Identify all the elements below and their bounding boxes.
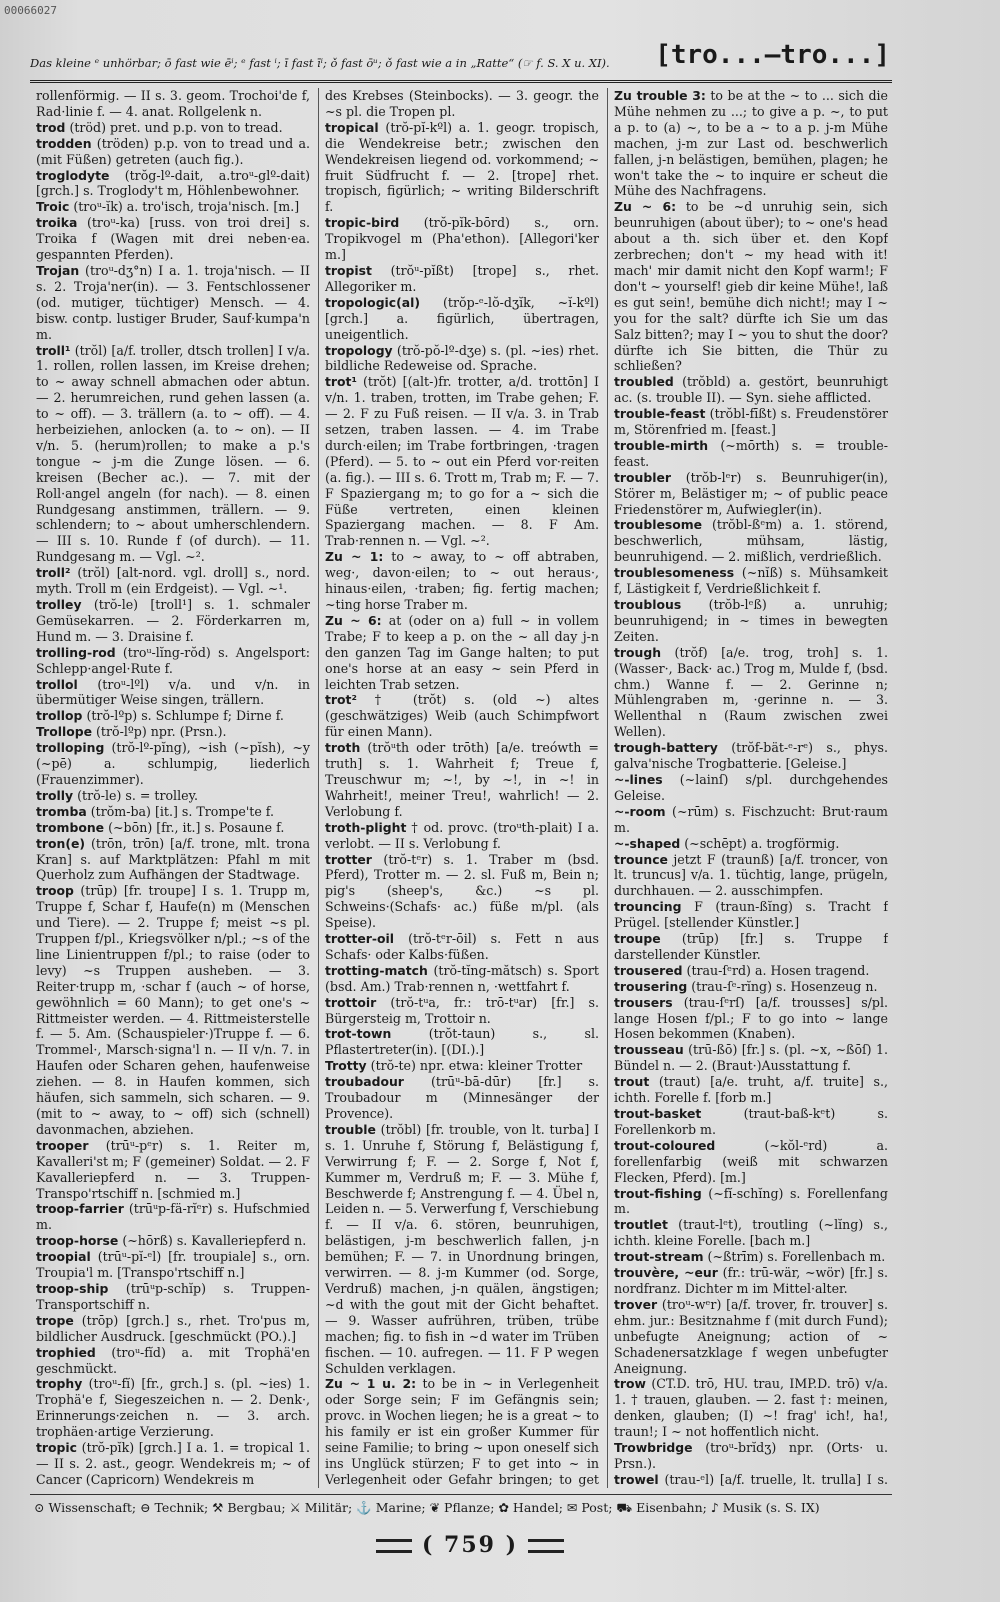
entry-text: (trau-ſᵉrd) a. Hosen tragend. (686, 962, 870, 978)
dictionary-entry (36, 1345, 310, 1377)
dictionary-entry (36, 708, 310, 724)
entry-text: (trū-ßō) [fr.] s. (pl. ~x, ~ßōſ) 1. Bündel n. — 2. (Braut·)Ausstattung f. (614, 1042, 888, 1074)
entry-text: (trŏ-lºp) npr. (Prsn.). (96, 724, 227, 740)
dictionary-entry (325, 852, 599, 932)
entry-headword: ~-shaped (614, 835, 681, 851)
dictionary-entry (325, 692, 599, 740)
dictionary-entry (36, 343, 310, 566)
entry-text: (trŏ-tᵉr-ōil) s. Fett n aus Schafs· oder Kalbs·füßen. (325, 931, 599, 962)
entry-headword: troublesome (614, 517, 703, 533)
entry-text: (troᵘ-dʒ°n) I a. 1. troja'nisch. — II s. 2. Troja'ner(in). — 3. Fentschlossener (od. mutiger, tüchtiger) Mensch. — 4. bisw. contp. lustiger Bruder, Sauf·kumpa'n m. (36, 262, 310, 342)
entry-headword: trover (614, 1296, 658, 1312)
entry-text: (trŏm-ba) [it.] s. Trompe'te f. (90, 803, 275, 819)
dictionary-entry (614, 1297, 888, 1377)
entry-headword: trottoir (325, 994, 377, 1010)
dictionary-entry (36, 804, 310, 820)
dictionary-entry (325, 295, 599, 343)
dictionary-entry (325, 995, 599, 1027)
entry-headword: trout-fishing (614, 1185, 702, 1201)
entry-headword: Zu trouble 3: (614, 88, 706, 103)
entry-headword: trolly (36, 787, 74, 803)
entry-headword: Troic (36, 199, 70, 215)
dictionary-entry (325, 931, 599, 963)
entry-text: (trŏbl) [fr. trouble, von lt. turba] I s. 1. Unruhe f, Störung f, Belästigung f, Verwirrung f; F. — 2. Sorge f, Not f, Kummer m, Verdruß m; F. — 3. Mühe f, Beschwerde f; Anstrengung f. — 4. Übel n, Leiden n. — 5. Verwerfung f, Verschiebung f. — II v/a. 6. stören, beunruhigen, belästigen, j-m beschwerlich fallen, j-n bemühen; F. — 7. in Unordnung bringen, verwirren. — 8. j-m Kummer (od. Sorge, Verdruß) machen, j-n quälen, ängstigen; ~d with the gout mit der Gicht behaftet. — 9. Wasser aufrühren, trüben, trübe machen; fig. to fish in ~d water im Trüben fischen. — 10. aufregen. — 11. F P wegen Schulden verklagen. (325, 1121, 599, 1376)
entry-headword: troubadour (325, 1074, 404, 1090)
entry-text: (trŏp-ᵉ-lŏ-dʒĭk, ~ĭ-kºl) [grch.] a. figürlich, übertragen, uneigentlich. (325, 294, 599, 342)
entry-headword: troutlet (614, 1217, 668, 1233)
entry-text: des Krebses (Steinbocks). — 3. geogr. the ~s pl. die Tropen pl. (325, 88, 599, 119)
dictionary-entry (325, 88, 599, 120)
dictionary-entry (36, 1281, 310, 1313)
entry-headword: troglodyte (36, 167, 110, 183)
entry-headword: tropical (325, 119, 379, 135)
entry-headword: trotter-oil (325, 931, 395, 947)
entry-headword: trouble-mirth (614, 437, 709, 453)
dictionary-entry (325, 549, 599, 613)
entry-text: to be at the ~ to ... sich die Mühe nehmen zu ...; to give a p. ~, to put a p. to (a) ~, to be a ~ to a p. j-m Mühe machen, j-m zur Last od. beschwerlich fallen, j-n belästigen, bemühen, plagen; he won't take the ~ to inquire er scheut die Mühe des Nachfragens. (614, 88, 888, 199)
entry-text: (trŏf) [a/e. trog, troh] s. 1. (Wasser·, Back· ac.) Trog m, Mulde f, (bsd. chm.) Wanne f. — 2. Gerinne n; Mühlengraben m, ·gerinne n. — 3. Wellenthal n (Raum zwischen zwei Wellen). (614, 644, 888, 740)
entry-headword: Trowbridge (614, 1440, 693, 1456)
dictionary-entry (36, 740, 310, 788)
decorative-bars (376, 1539, 412, 1553)
dictionary-entry (325, 343, 599, 375)
entry-headword: trowel (614, 1471, 659, 1487)
entry-text: (trūᵘp-schĭp) s. Truppen-Transportschiff n. (36, 1280, 310, 1312)
entry-text: (~bōn) [fr., it.] s. Posaune f. (108, 819, 285, 835)
entry-text: (trūᵘ-pĭ-ᵉl) [fr. troupiale] s., orn. Troupia'l m. [Transpo'rtschiff n.] (36, 1249, 310, 1281)
entry-headword: trow (614, 1376, 646, 1392)
entry-text: (trŏ-tᵘa, fr.: trō-tᵘar) [fr.] s. Bürgersteig m, Trottoir n. (325, 994, 599, 1026)
entry-headword: ~-room (614, 803, 666, 819)
dictionary-entry (614, 836, 888, 852)
decorative-bars (528, 1539, 564, 1553)
entry-headword: Trotty (325, 1058, 367, 1074)
dictionary-entry (325, 374, 599, 549)
entry-headword: trout-basket (614, 1106, 702, 1121)
dictionary-entry (36, 883, 310, 1138)
entry-text: (trūᵘ-bā-dūr) [fr.] s. Troubadour m (Minnesänger der Provence). (325, 1074, 599, 1121)
entry-text: F (traun-ßĭng) s. Tracht f Prügel. [stellender Künstler.] (614, 899, 888, 931)
entry-text: (trŏg-lº-dait, a.troᵘ-glº-dait) [grch.] s. Troglody't m, Höhlenbewohner. (36, 167, 310, 199)
entry-headword: troublesomeness (614, 565, 735, 581)
entry-text: at (oder on a) full ~ in vollem Trabe; F to keep a p. on the ~ all day j-n den ganzen Tag im Gange halten; to put one's horse at an easy ~ sein Pferd in leichten Trab setzen. (325, 612, 599, 692)
dictionary-entry (36, 136, 310, 168)
dictionary-entry (325, 120, 599, 215)
dictionary-entry (614, 406, 888, 438)
entry-headword: Zu ~ 1: (325, 549, 384, 565)
entry-headword: trotting-match (325, 962, 428, 978)
entry-headword: troll¹ (36, 342, 71, 358)
dictionary-entry (614, 931, 888, 963)
entry-text: (troᵘ-lĭng-rŏd) s. Angelsport: Schlepp·angel·Rute f. (36, 644, 310, 676)
entry-headword: Zu ~ 6: (325, 612, 382, 628)
entry-headword: trousered (614, 962, 683, 978)
dictionary-entry (614, 1376, 888, 1440)
dictionary-entry (614, 979, 888, 995)
entry-text: (trūp) [fr.] s. Truppe f darstellender Künstler. (614, 931, 888, 962)
entry-headword: trouncing (614, 899, 682, 915)
dictionary-entry (36, 1233, 310, 1249)
dictionary-entry (36, 677, 310, 709)
entry-headword: troth-plight (325, 819, 407, 835)
dictionary-entry (614, 1265, 888, 1297)
entry-headword: Zu ~ 6: (614, 199, 677, 215)
entry-text: (trŏ-lº-pĭng), ~ish (~pĭsh), ~y (~pē) a. schlumpig, liederlich (Frauenzimmer). (36, 740, 310, 787)
dictionary-entry (325, 1026, 599, 1058)
dictionary-entry (36, 168, 310, 200)
entry-text: (trŏt-taun) s., sl. Pflastertreter(in). [(DI.).] (325, 1026, 599, 1058)
entry-text: (trŏbl-fīßt) s. Freudenstörer m, Störenfried m. [feast.] (614, 406, 888, 438)
entry-headword: tromba (36, 803, 87, 819)
entry-headword: trousseau (614, 1042, 684, 1058)
dictionary-entry (36, 88, 310, 120)
dictionary-entry (36, 820, 310, 836)
entry-text: (trŏb-lᵉß) a. unruhig; beunruhigend; in ~ times in bewegten Zeiten. (614, 597, 888, 644)
entry-text: (trŏ-te) npr. etwa: kleiner Trotter (370, 1058, 583, 1074)
entry-headword: troopial (36, 1249, 91, 1265)
entry-headword: trout-coloured (614, 1137, 716, 1153)
entry-text: (traut-baß-kᵉt) s. Forellenkorb m. (614, 1106, 888, 1137)
entry-text: (~mōrth) s. = trouble-feast. (614, 437, 888, 469)
entry-headword: trotter (325, 851, 372, 867)
entry-text: (troᵘ-fĭ) [fr., grch.] s. (pl. ~ies) 1. Trophä'e f, Siegeszeichen n. — 2. Denk·, Erinnerungs·zeichen n. — 3. arch. trophäen·artige Verzierung. (36, 1376, 310, 1440)
entry-headword: trollop (36, 708, 83, 724)
dictionary-entry (614, 740, 888, 772)
entry-headword: tropist (325, 262, 372, 278)
dictionary-entry (36, 724, 310, 740)
entry-headword: troubler (614, 469, 671, 485)
entry-text: (tröd) pret. und p.p. von to tread. (69, 119, 283, 135)
entry-text: (~ßtrīm) s. Forellenbach m. (707, 1249, 886, 1265)
dictionary-entry (614, 374, 888, 406)
dictionary-entry (614, 772, 888, 804)
entry-text: jetzt F (traunß) [a/f. troncer, von lt. truncus] v/a. 1. tüchtig, lange, prügeln, durchhauen. — 2. ausschimpfen. (614, 851, 888, 899)
dictionary-entry (614, 88, 888, 199)
dictionary-entry (614, 1217, 888, 1249)
column-middle (318, 88, 599, 1488)
entry-text: (trūᵘ-pᵉr) s. 1. Reiter m, Kavalleri'st m; F (gemeiner) Soldat. — 2. F Kavalleriepferd n. — 3. Truppen-Transpo'rtschiff n. [schmied m.] (36, 1137, 310, 1201)
entry-text: (CT.D. trō, HU. trau, IMP.D. trō) v/a. 1. † trauen, glauben. — 2. fast †: meinen, denken, glauben; (I) ~! frag' ich!, ha!, traun!; I ~ not hoffentlich nicht. (614, 1376, 888, 1440)
dictionary-entry (614, 1042, 888, 1074)
entry-text: (~lainſ) s/pl. durchgehendes Geleise. (614, 771, 888, 803)
dictionary-entry (614, 1138, 888, 1186)
entry-text: (trŏl) [a/f. troller, dtsch trollen] I v/a. 1. rollen, rollen lassen, im Kreise drehen; to ~ away schnell abmachen oder abtun. — 2. herumreichen, rund gehen lassen (a. to ~ off). — 3. trällern (a. to ~ off). — 4. herbeiziehen, anlocken (a. to ~ on). — II v/n. 5. (herum)rollen; to make a p.'s tongue ~ j-m die Zunge lösen. — 6. kreisen (Becher ac.). — 7. mit der Roll·angel angeln (for nach). — 8. einen Rundgesang anstimmen, trällern. — 9. schlendern; to ~ about umherschlendern. — III s. 10. Runde f (of durch). — 11. Rundgesang m. — Vgl. ~². (36, 342, 310, 565)
entry-headword: troublous (614, 597, 682, 612)
entry-text: (trŏ-pĭ-kºl) a. 1. geogr. tropisch, die Wendekreise betr.; zwischen den Wendekreisen liegend od. vorkommend; ~ fruit Südfrucht f. — 2. [trope] rhet. tropisch, figürlich; ~ writing Bilderschrift f. (325, 119, 599, 215)
entry-text: (trŏ-tĭng-mătsch) s. Sport (bsd. Am.) Trab·rennen n, ·wettfahrt f. (325, 962, 599, 994)
entry-text: (trŏbld) a. gestört, beunruhigt ac. (s. trouble II). — Syn. siehe afflicted. (614, 374, 888, 406)
entry-text: (trūp) [fr. troupe] I s. 1. Trupp m, Truppe f, Schar f, Haufe(n) m (Menschen und Tiere). — 2. Truppe f; meist ~s pl. Truppen f/pl., Kriegsvölker n/pl.; ~s of the line Linientruppen f/pl.; to raise (oder to levy) ~s Truppen ausheben. — 3. Reiter·trupp m, ·schar f (auch ~ of horse, gewöhnlich = 60 Mann); to get one's ~ Rittmeister werden. — 4. Rittmeisterstelle f. — 5. Am. (Schauspieler·)Truppe f. — 6. Trommel·, Marsch·signa'l n. — II v/n. 7. in Haufen oder Scharen gehen, haufenweise ziehen. — 8. in Haufen kommen, sich häufen, sich sammeln, sich scharen. — 9. (mit to ~ away, to ~ off) sich (schnell) davonmachen, abziehen. (36, 883, 310, 1137)
column-right (607, 88, 888, 1488)
dictionary-entry (325, 263, 599, 295)
entry-headword: tropologic(al) (325, 294, 421, 310)
entry-text: (~fĭ-schĭng) s. Forellenfang m. (614, 1185, 888, 1217)
entry-text: (trŏ-le) [troll¹] s. 1. schmaler Gemüsekarren. — 2. Förderkarren m, Hund m. — 3. Draisine f. (36, 597, 310, 644)
dictionary-entry (614, 1249, 888, 1265)
entry-headword: trollol (36, 676, 78, 692)
entry-headword: trouvère, ~eur (614, 1265, 718, 1281)
entry-headword: trolling-rod (36, 644, 116, 660)
entry-headword: troubled (614, 374, 674, 390)
entry-headword: trot-town (325, 1026, 392, 1042)
entry-text: (tröden) p.p. von to tread und a. (mit Füßen) getreten (auch fig.). (36, 135, 310, 167)
entry-headword: troll² (36, 565, 71, 581)
dictionary-entry (36, 565, 310, 597)
entry-text: (trŏᵘ-pĭßt) [trope] s., rhet. Allegoriker m. (325, 262, 599, 294)
dictionary-entry (325, 820, 599, 852)
dictionary-entry (36, 1138, 310, 1202)
entry-text: (trŏb-lᵉr) s. Beunruhiger(in), Störer m, Belästiger m; ~ of public peace Friedenstörer m, Aufwiegler(in). (614, 469, 888, 517)
entry-text: to be ~d unruhig sein, sich beunruhigen (about über); to ~ one's head about a th. sich über et. den Kopf zerbrechen; don't ~ my head with it! mach' mir damit nicht den Kopf warm!; F don't ~ yourself! gieb dir keine Mühe!, laß es gut sein!, bemühe dich nicht!; may I ~ you for the salt? dürfte ich Sie um das Salz bitten?; may I ~ you to shut the door? dürfte ich Sie bitten, die Thür zu schließen? (614, 199, 888, 374)
entry-headword: trolloping (36, 740, 105, 756)
column-left (36, 88, 310, 1488)
entry-text: (trōp) [grch.] s., rhet. Tro'pus m, bildlicher Ausdruck. [geschmückt (PO.).] (36, 1312, 310, 1344)
dictionary-entry (614, 645, 888, 740)
dictionary-entry (36, 1201, 310, 1233)
dictionary-entry (614, 597, 888, 645)
entry-headword: trot¹ (325, 374, 357, 390)
entry-text: (trau-ᵉl) [a/f. truelle, lt. trulla] I s. (664, 1471, 888, 1487)
dictionary-entry (614, 199, 888, 374)
entry-text: (trŏbl-ßᵉm) a. 1. störend, beschwerlich, mühsam, lästig, beunruhigend. — 2. mißlich, verdrießlich. (614, 517, 888, 565)
entry-headword: troupe (614, 931, 661, 947)
entry-headword: trout (614, 1074, 650, 1090)
entry-text: rollenförmig. — II s. 3. geom. Trochoi'de f, Rad·linie f. — 4. anat. Rollgelenk n. (36, 88, 310, 119)
dictionary-entry (36, 263, 310, 343)
entry-headword: trolley (36, 597, 82, 612)
entry-text: (trau-ſᵉ-rĭng) s. Hosenzeug n. (691, 978, 878, 994)
entry-headword: tron(e) (36, 835, 86, 851)
entry-headword: trousering (614, 978, 688, 994)
dictionary-entry (325, 963, 599, 995)
entry-text: (trŏ-le) s. = trolley. (77, 787, 199, 803)
dictionary-entry (614, 1106, 888, 1138)
entry-headword: trounce (614, 851, 668, 867)
entry-headword: trombone (36, 819, 105, 835)
entry-headword: ~-lines (614, 771, 663, 787)
dictionary-entry (614, 1440, 888, 1472)
entry-headword: tropic (36, 1440, 78, 1456)
entry-headword: trod (36, 119, 66, 135)
dictionary-entry (614, 852, 888, 900)
dictionary-entry (36, 645, 310, 677)
entry-headword: troop-farrier (36, 1201, 124, 1217)
entry-headword: troop-horse (36, 1233, 119, 1249)
dictionary-entry (325, 215, 599, 263)
entry-text: (trŏᵘth oder trōth) [a/e. treówth = truth] s. 1. Wahrheit f; Treue f, Treuschwur m; ~!, by ~!, in ~! in Wahrheit!, meiner Treu!, wahrlich! — 2. Verlobung f. (325, 740, 599, 819)
entry-headword: Trollope (36, 724, 92, 740)
dictionary-entry (36, 1440, 310, 1488)
page-header (30, 36, 890, 76)
entry-text: (~hōrß) s. Kavalleriepferd n. (122, 1233, 307, 1249)
page-number-block (370, 1532, 570, 1558)
dictionary-entry (614, 899, 888, 931)
pronunciation-legend: Das kleine ᵉ unhörbar; ō fast wie ēⁱ; ᵉ fast ⁱ; ī fast īⁱ; ǒ fast ōᵘ; ǒ fast wie a in „Ratte“ (☞ f. S. X u. XI). (30, 56, 610, 70)
dictionary-entry (614, 963, 888, 979)
entry-headword: trophy (36, 1376, 83, 1392)
entry-text: (troᵘ-wᵉr) [a/f. trover, fr. trouver] s. ehm. jur.: Besitznahme f (mit durch Fund); unbefugte Aneignung; action of ~ Schadenersatzklage f wegen unbefugter Aneignung. (614, 1296, 888, 1376)
dictionary-entry (36, 1376, 310, 1440)
entry-text: (trau-ſᵉrſ) [a/f. trousses] s/pl. lange Hosen f/pl.; F to go into ~ lange Hosen bekommen (Knaben). (614, 994, 888, 1042)
dictionary-entry (325, 613, 599, 693)
dictionary-entry (325, 740, 599, 820)
entry-headword: troop-ship (36, 1280, 109, 1296)
entry-text: (trŏ-pĭk-bōrd) s., orn. Tropikvogel m (Pha'ethon). [Allegori'ker m.] (325, 215, 599, 263)
entry-text: (troᵘ-lºl) v/a. und v/n. in übermütiger Weise singen, trällern. (36, 676, 310, 708)
dictionary-entry (36, 788, 310, 804)
entry-text: (traut) [a/e. truht, a/f. truite] s., ichth. Forelle f. [forb m.] (614, 1074, 888, 1106)
dictionary-entry (614, 1186, 888, 1218)
entry-headword: troop (36, 883, 74, 899)
entry-headword: troika (36, 215, 78, 231)
dictionary-entry (36, 199, 310, 215)
entry-text: (troᵘ-ĭk) a. tro'isch, troja'nisch. [m.] (73, 199, 300, 215)
entry-text: (trŏ-tᵉr) s. 1. Traber m (bsd. Pferd), Trotter m. — 2. sl. Fuß m, Bein n; pig's (sheep's, &c.) ~s pl. Schweins·(Schafs· ac.) füße m/pl. (als Speise). (325, 851, 599, 931)
dictionary-entry (36, 597, 310, 645)
entry-headword: trope (36, 1312, 74, 1328)
dictionary-entry (36, 1249, 310, 1281)
entry-headword: tropology (325, 342, 393, 358)
entry-text: (traut-lᵉt), troutling (~lĭng) s., ichth. kleine Forelle. [bach m.] (614, 1217, 888, 1249)
dictionary-entry (614, 1074, 888, 1106)
entry-headword: Zu ~ 1 u. 2: (325, 1376, 417, 1392)
dictionary-entry (614, 995, 888, 1043)
entry-text: to be in ~ in Verlegenheit oder Sorge sein; F im Gefängnis sein; provc. in Wochen liegen; he is a great ~ to his family er ist ein großer Kummer für seine Familie; to bring ~ upon oneself sich ins Unglück stürzen; F to get into ~ in Verlegenheit oder Gefahr bringen; to get (325, 1376, 599, 1487)
entry-headword: tropic-bird (325, 215, 400, 231)
dictionary-entry (325, 1074, 599, 1122)
entry-text: (trŏ-pŏ-lº-dʒe) s. (pl. ~ies) rhet. bildliche Redeweise od. Sprache. (325, 342, 599, 374)
entry-headword: trophied (36, 1344, 96, 1360)
entry-text: to ~ away, to ~ off abtraben, weg·, davon·eilen; to ~ out heraus·, hinaus·eilen, ·traben; fig. fertig machen; ~ting horse Traber m. (325, 549, 599, 612)
entry-text: (trōn, trōn) [a/f. trone, mlt. trona Kran] s. auf Marktplätzen: Pfahl m mit Querholz zum Aufhängen der Stadtwage. (36, 835, 310, 883)
entry-text: (~nĭß) s. Mühsamkeit f, Lästigkeit f, Verdrießlichkeit f. (614, 565, 888, 597)
dictionary-entry (36, 1313, 310, 1345)
entry-columns (36, 88, 888, 1488)
entry-text: † (trŏt) s. (old ~) altes (geschwätziges) Weib (auch Schimpfwort für einen Mann). (325, 692, 599, 740)
entry-text: (~kŏl-ᵉrd) a. forellenfarbig (weiß mit schwarzen Flecken, Pferd). [m.] (614, 1137, 888, 1185)
entry-headword: trodden (36, 135, 92, 151)
entry-text: (fr.: trū-wär, ~wör) [fr.] s. nordfranz. Dichter m im Mittel·alter. (614, 1265, 888, 1296)
dictionary-entry (325, 1376, 599, 1488)
entry-text: (trŏ-pĭk) [grch.] I a. 1. = tropical 1. — II s. 2. ast., geogr. Wendekreis m; ~ of Cancer (Capricorn) Wendekreis m (36, 1440, 310, 1487)
page-number: ( 759 ) (421, 1532, 519, 1558)
catalog-number: 00066027 (4, 4, 57, 17)
dictionary-entry (614, 804, 888, 836)
entry-headword: trouble-feast (614, 406, 706, 422)
guide-words: [tro...—tro...] (655, 40, 890, 70)
entry-text: † od. provc. (troᵘth-plait) I a. verlobt. — II s. Verlobung f. (325, 819, 599, 851)
entry-headword: trout-stream (614, 1249, 704, 1265)
dictionary-entry (614, 470, 888, 518)
entry-text: (trŏl) [alt-nord. vgl. droll] s., nord. myth. Troll m (ein Erdgeist). — Vgl. ~¹. (36, 565, 310, 597)
entry-headword: trousers (614, 994, 673, 1010)
dictionary-entry (36, 836, 310, 884)
entry-text: (~schēpt) a. trogförmig. (684, 835, 840, 851)
entry-headword: trough (614, 644, 662, 660)
dictionary-entry (614, 438, 888, 470)
entry-headword: troth (325, 740, 361, 756)
dictionary-entry (325, 1058, 599, 1074)
entry-headword: trouble (325, 1121, 376, 1137)
entry-text: (trŏf-bät-ᵉ-rᵉ) s., phys. galva'nische Trogbatterie. [Geleise.] (614, 740, 888, 772)
symbols-legend: ⊙ Wissenschaft; ⊖ Technik; ⚒ Bergbau; ⚔ Militär; ⚓ Marine; ❦ Pflanze; ✿ Handel; ✉ Post; ⛟ Eisenbahn; ♪ Musik (s. S. IX) (34, 1500, 820, 1515)
entry-text: (trŏt) [(alt-)fr. trotter, a/d. trottōn] I v/n. 1. traben, trotten, im Trabe gehen; F. — 2. F zu Fuß reisen. — II v/a. 3. in Trab setzen, traben lassen. — 4. im Trabe durch·eilen; im Trabe fortbringen, ·tragen (Pferd). — 5. to ~ out ein Pferd vor·reiten (a. fig.). — III s. 6. Trott m, Trab m; F. — 7. F Spaziergang m; to go for a ~ sich die Füße vertreten, einen kleinen Spaziergang machen. — 8. F Am. Trab·rennen n. — Vgl. ~². (325, 374, 599, 549)
entry-text: (trūᵘp-fä-rĭᵉr) s. Hufschmied m. (36, 1201, 310, 1233)
footer-rule (30, 1494, 892, 1495)
dictionary-entry (36, 215, 310, 263)
dictionary-entry (614, 1472, 888, 1488)
entry-text: (troᵘ-brĭdʒ) npr. (Orts· u. Prsn.). (614, 1440, 888, 1471)
entry-headword: trough-battery (614, 740, 718, 756)
dictionary-entry (36, 120, 310, 136)
header-rule (30, 80, 892, 83)
entry-text: (trŏ-lºp) s. Schlumpe f; Dirne f. (86, 708, 284, 724)
entry-text: (troᵘ-ka) [russ. von troi drei] s. Troika f (Wagen mit drei neben·ea. gespannten Pferden). (36, 215, 310, 263)
entry-headword: trooper (36, 1137, 89, 1153)
dictionary-entry (325, 1122, 599, 1377)
dictionary-entry (614, 565, 888, 597)
entry-text: (~rūm) s. Fischzucht: Brut·raum m. (614, 803, 888, 835)
entry-headword: Trojan (36, 262, 80, 278)
entry-headword: trot² (325, 692, 357, 708)
entry-text: (troᵘ-fĭd) a. mit Trophä'en geschmückt. (36, 1344, 310, 1376)
dictionary-entry (614, 517, 888, 565)
